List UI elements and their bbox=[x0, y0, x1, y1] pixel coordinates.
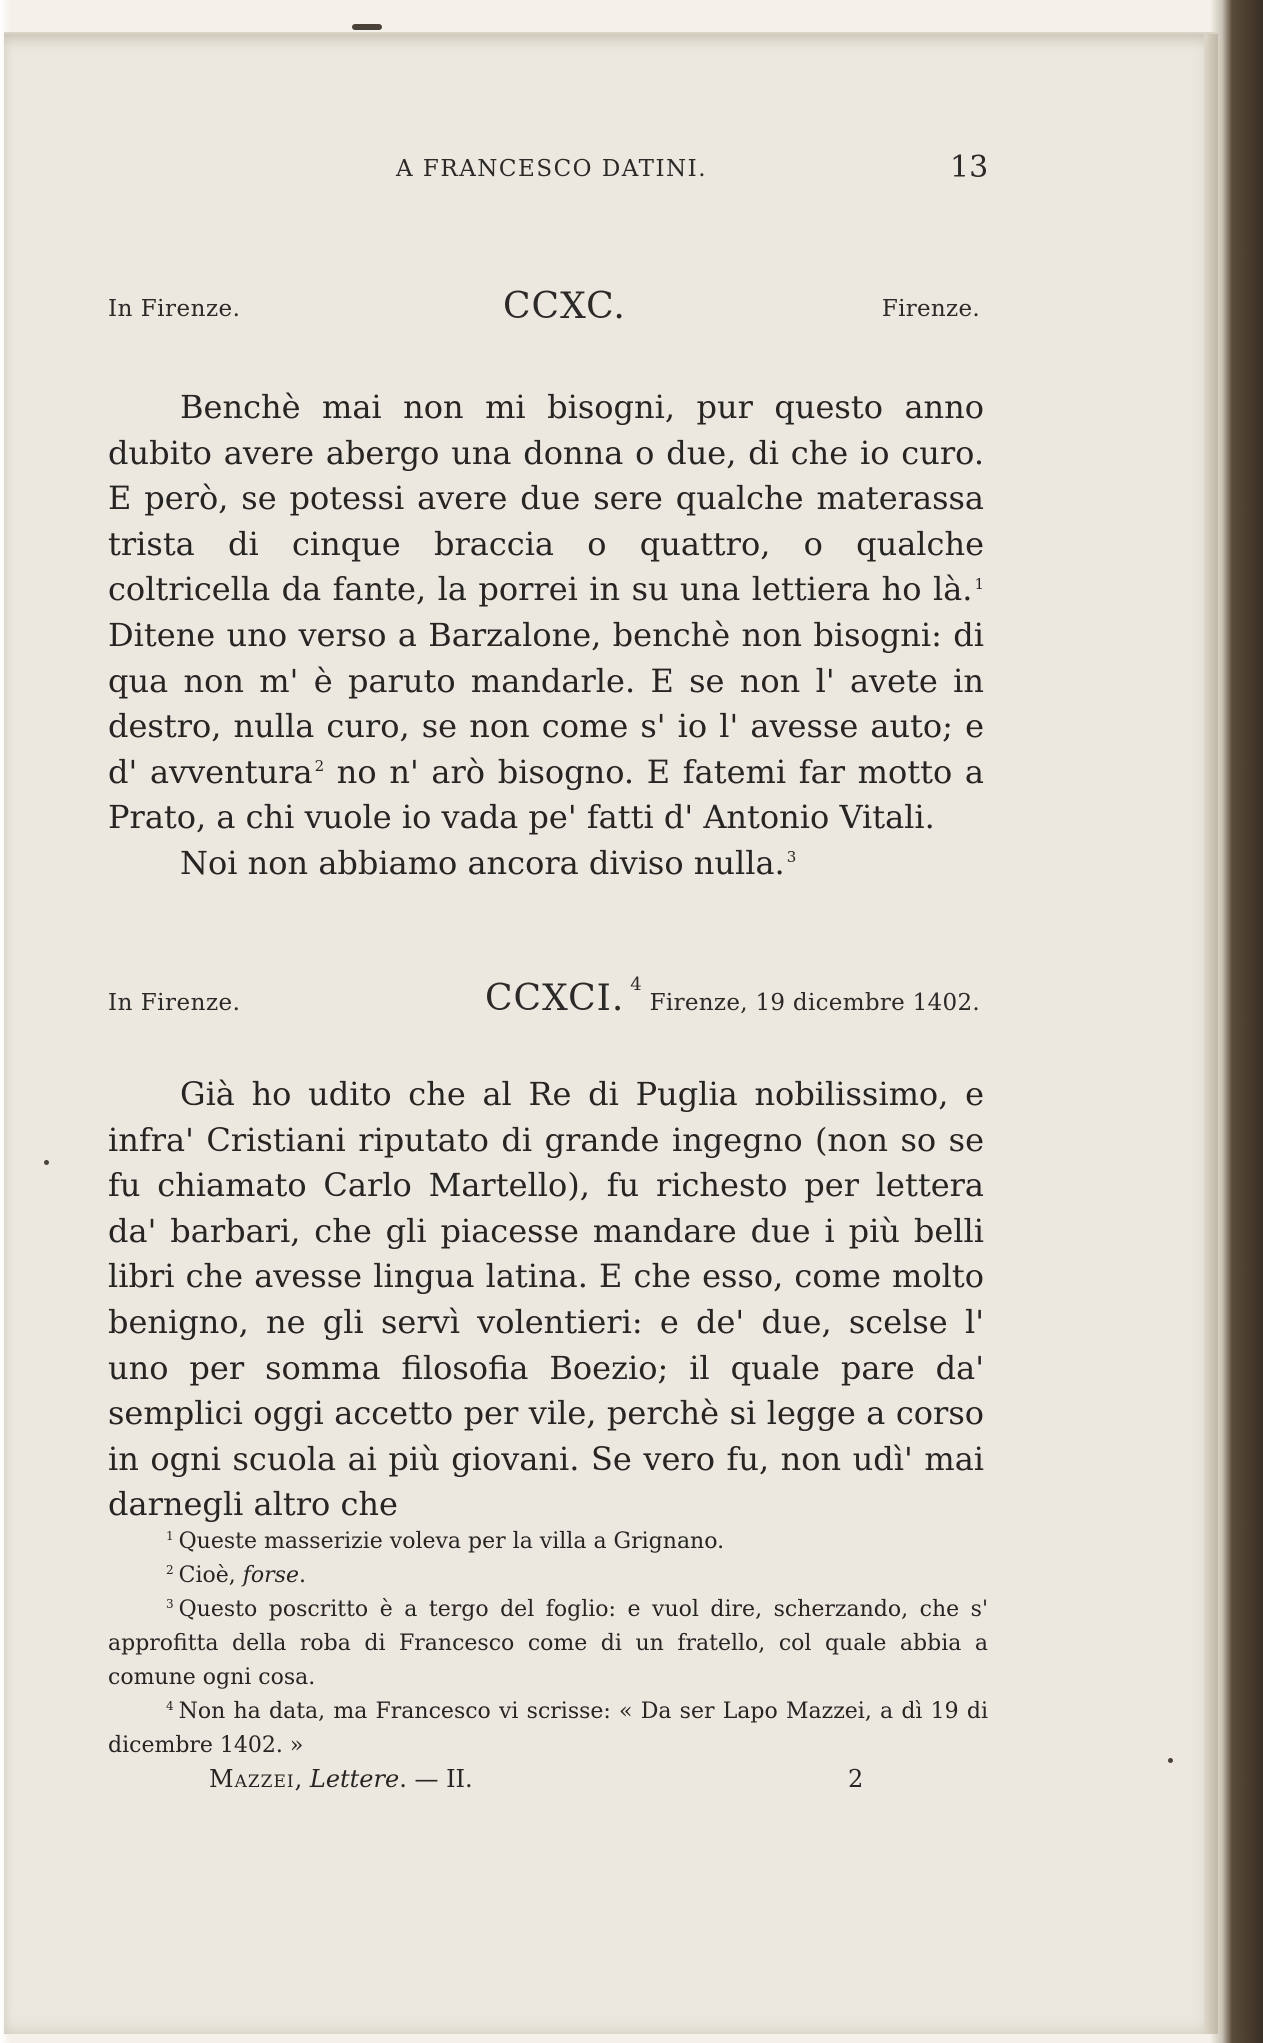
text-run: no n' arò bisogno. E fatemi far motto a Prato, a chi vuole io vada pe' fatti d' Antonio Vitali. bbox=[108, 752, 985, 837]
footnote-2 bbox=[108, 1559, 988, 1593]
footer-title: Lettere bbox=[309, 1765, 400, 1793]
footnote-text: Queste masserizie voleva per la villa a Grignano. bbox=[178, 1529, 725, 1554]
signature-mark: 2 bbox=[848, 1765, 864, 1793]
footnote-ref-1: 1 bbox=[974, 574, 984, 593]
ink-speck bbox=[1168, 1758, 1173, 1763]
letter-heading-date: Firenze, 19 dicembre 1402. bbox=[649, 990, 980, 1016]
footnote-ref-4: 4 bbox=[630, 974, 643, 995]
running-head bbox=[0, 138, 1263, 198]
letter-heading-291 bbox=[0, 974, 1263, 1030]
footnote-italic: forse bbox=[242, 1563, 299, 1588]
letter-291-body bbox=[108, 1072, 984, 1528]
footnote-text: Questo poscritto è a tergo del foglio: e vuol dire, scherzando, che s' approfitta della roba di Francesco come di un fratello, col quale abbia a comune ogni cosa. bbox=[108, 1597, 988, 1690]
letter-290-body bbox=[108, 385, 984, 887]
page-number: 13 bbox=[950, 150, 989, 185]
footnote-1 bbox=[108, 1525, 988, 1559]
letter-290-paragraph-2 bbox=[108, 841, 984, 887]
letter-heading-date: Firenze. bbox=[881, 296, 980, 322]
letter-heading-place: In Firenze. bbox=[108, 990, 241, 1016]
ink-speck bbox=[44, 1160, 49, 1165]
letter-number-text: CCXCI. bbox=[485, 978, 625, 1019]
letter-heading-290 bbox=[0, 286, 1263, 340]
text-run: Benchè mai non mi bisogni, pur questo anno dubito avere abergo una donna o due, di che io curo. E però, se potessi avere due sere qualche materassa trista di cinque braccia o quattro, o qualche coltricella da fante, la porrei in su una lettiera ho là. bbox=[108, 388, 984, 609]
footnote-ref-2: 2 bbox=[314, 757, 325, 776]
footnote-text: Non ha data, ma Francesco vi scrisse: « Da ser Lapo Mazzei, a dì 19 di dicembre 1402. » bbox=[108, 1699, 988, 1758]
footnote-mark: 4 bbox=[166, 1698, 174, 1713]
letter-291-paragraph-1: Già ho udito che al Re di Puglia nobilissimo, e infra' Cristiani riputato di grande ingegno (non so se fu chiamato Carlo Martello), fu richesto per lettera da' barbari, che gli piacesse mandare due i più belli libri che avesse lingua latina. E che esso, come molto benigno, ne gli servì volentieri: e de' due, scelse l' uno per somma filosofia Boezio; il quale pare da' semplici oggi accetto per vile, perchè si legge a corso in ogni scuola ai più giovani. Se vero fu, non udì' mai darnegli altro che bbox=[108, 1075, 984, 1524]
footer-volume: . — II. bbox=[399, 1765, 473, 1793]
text-run: Ditene uno verso a Barzalone, benchè non bisogni: di qua non m' è paruto mandarle. E se non l' avete in destro, nulla curo, se non come s' io l' avesse auto; e d' avventura bbox=[108, 615, 984, 791]
ink-speck bbox=[352, 24, 382, 30]
footer-separator: , bbox=[294, 1765, 310, 1793]
running-head-title: A FRANCESCO DATINI. bbox=[396, 156, 708, 182]
footer-author: Mazzei bbox=[209, 1765, 295, 1793]
letter-heading-place: In Firenze. bbox=[108, 296, 241, 322]
footnote-3 bbox=[108, 1593, 988, 1695]
footer-citation bbox=[209, 1765, 473, 1793]
letter-number: CCXC. bbox=[503, 286, 626, 327]
footnote-4 bbox=[108, 1695, 988, 1763]
letter-number bbox=[485, 974, 643, 1019]
footnote-mark: 3 bbox=[166, 1596, 174, 1611]
letter-290-paragraph-1 bbox=[108, 385, 984, 841]
footnote-mark: 1 bbox=[166, 1528, 174, 1543]
text-run: Noi non abbiamo ancora diviso nulla. bbox=[180, 843, 785, 882]
footnote-ref-3: 3 bbox=[786, 848, 797, 867]
footnote-text: . bbox=[298, 1563, 306, 1588]
footnote-text: Cioè, bbox=[178, 1563, 243, 1588]
footnotes bbox=[108, 1525, 988, 1763]
page-footer bbox=[0, 1765, 1263, 1805]
footnote-mark: 2 bbox=[166, 1562, 174, 1577]
